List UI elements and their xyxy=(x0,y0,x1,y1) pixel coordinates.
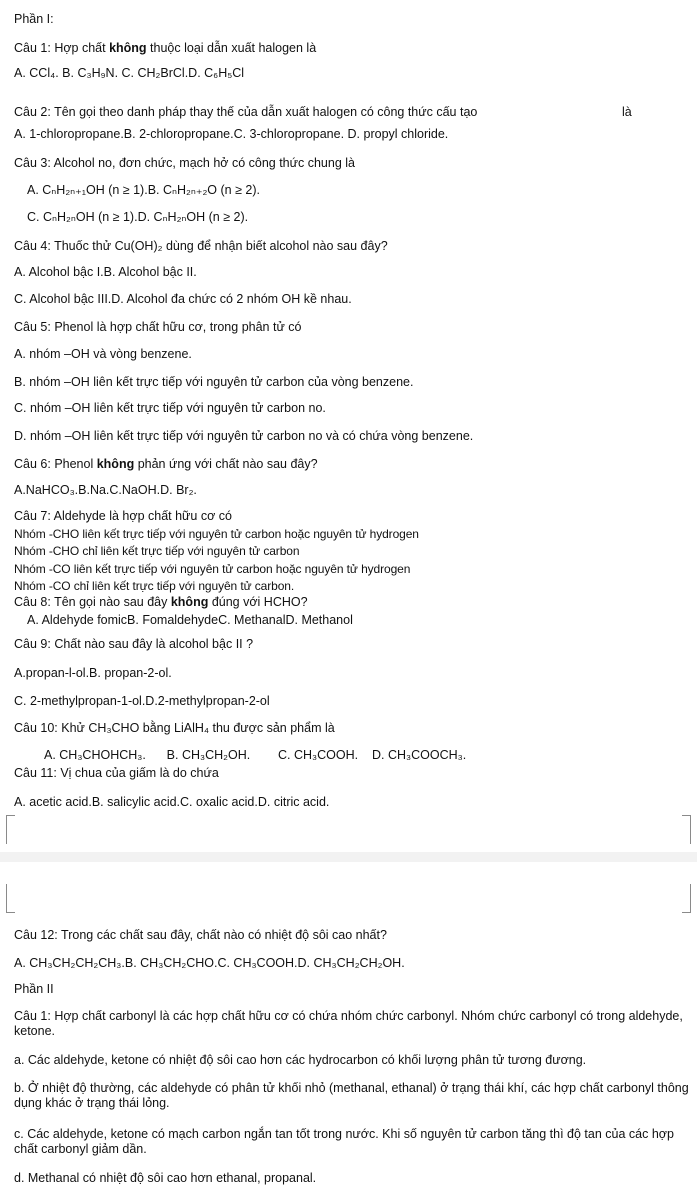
q9-text: Chất nào sau đây là alcohol bậc II ? xyxy=(50,637,254,651)
q5-text: Phenol là hợp chất hữu cơ, trong phân tử có xyxy=(50,320,302,334)
q6-text-a: Phenol xyxy=(50,457,97,471)
q6-text-b: phản ứng với chất nào sau đây? xyxy=(134,457,318,471)
q10-question xyxy=(14,721,689,736)
p2-q1-question xyxy=(14,1009,689,1039)
q10-label: Câu 10: xyxy=(14,721,58,735)
q1-question xyxy=(14,41,689,56)
q8-question xyxy=(14,595,689,610)
q12-question xyxy=(14,928,689,943)
q1-bold: không xyxy=(109,41,147,55)
q4-options-row2: C. Alcohol bậc III.D. Alcohol đa chức có 2 nhóm OH kề nhau. xyxy=(14,292,352,306)
p2-q1-statement-c: c. Các aldehyde, ketone có mạch carbon ngắn tan tốt trong nước. Khi số nguyên tử carbon tăng thì độ tan của các hợp chất carbonyl giảm dần. xyxy=(14,1127,674,1156)
page-corner-mark xyxy=(6,884,15,913)
page-corner-mark xyxy=(682,884,691,913)
q6-options: A.NaHCO₃.B.Na.C.NaOH.D. Br₂. xyxy=(14,483,197,497)
q4-text: Thuốc thử Cu(OH)₂ dùng để nhận biết alcohol nào sau đây? xyxy=(50,239,388,253)
q9-options-row1: A.propan-l-ol.B. propan-2-ol. xyxy=(14,666,172,680)
p2-q1-statement-b: b. Ở nhiệt độ thường, các aldehyde có phân tử khối nhỏ (methanal, ethanal) ở trạng thái khí, các hợp chất carbonyl thông dụng khác ở trạng thái lỏng. xyxy=(14,1081,689,1110)
q5-option-b: B. nhóm –OH liên kết trực tiếp với nguyên tử carbon của vòng benzene. xyxy=(14,375,414,389)
q3-label: Câu 3: xyxy=(14,156,51,170)
q2-text: Tên gọi theo danh pháp thay thế của dẫn xuất halogen có công thức cấu tạo xyxy=(50,105,478,119)
q11-question xyxy=(14,766,689,781)
q2-tail: là xyxy=(622,105,632,119)
q7-text: Aldehyde là hợp chất hữu cơ có xyxy=(50,509,232,523)
q6-label: Câu 6: xyxy=(14,457,51,471)
q5-option-d: D. nhóm –OH liên kết trực tiếp với nguyên tử carbon no và có chứa vòng benzene. xyxy=(14,429,474,443)
q8-options: A. Aldehyde fomicB. FomaldehydeC. MethanalD. Methanol xyxy=(27,613,353,627)
q8-text-b: đúng với HCHO? xyxy=(208,595,308,609)
q10-options: A. CH₃CHOHCH₃. B. CH₃CH₂OH. C. CH₃COOH. D. CH₃COOCH₃. xyxy=(44,748,467,762)
part2-title: Phần II xyxy=(14,982,54,996)
q3-text: Alcohol no, đơn chức, mạch hở có công thức chung là xyxy=(50,156,355,170)
q3-options-row2: C. CₙH₂ₙOH (n ≥ 1).D. CₙH₂ₙOH (n ≥ 2). xyxy=(27,210,249,224)
q7-option-a: Nhóm -CHO liên kết trực tiếp với nguyên tử carbon hoặc nguyên tử hydrogen xyxy=(14,527,419,541)
q1-text-a: Hợp chất xyxy=(50,41,110,55)
q4-label: Câu 4: xyxy=(14,239,51,253)
p2-q1-statement-a: a. Các aldehyde, ketone có nhiệt độ sôi cao hơn các hydrocarbon có khối lượng phân tử tương đương. xyxy=(14,1053,587,1067)
q3-options-row1: A. CₙH₂ₙ₊₁OH (n ≥ 1).B. CₙH₂ₙ₊₂O (n ≥ 2). xyxy=(27,183,261,197)
q11-label: Câu 11: xyxy=(14,766,57,780)
q5-option-a: A. nhóm –OH và vòng benzene. xyxy=(14,347,192,361)
q7-label: Câu 7: xyxy=(14,509,51,523)
q5-option-c: C. nhóm –OH liên kết trực tiếp với nguyên tử carbon no. xyxy=(14,401,326,415)
q12-text: Trong các chất sau đây, chất nào có nhiệt độ sôi cao nhất? xyxy=(57,928,387,942)
q4-question xyxy=(14,239,689,254)
p2-q1-text: Hợp chất carbonyl là các hợp chất hữu cơ có chứa nhóm chức carbonyl. Nhóm chức carbonyl có trong aldehyde, ketone. xyxy=(14,1009,683,1038)
q4-options-row1: A. Alcohol bậc I.B. Alcohol bậc II. xyxy=(14,265,197,279)
q1-label: Câu 1: xyxy=(14,41,51,55)
p2-q1-label: Câu 1: xyxy=(14,1009,51,1023)
q9-question xyxy=(14,637,689,652)
q9-label: Câu 9: xyxy=(14,637,51,651)
q10-text: Khử CH₃CHO bằng LiAlH₄ thu được sản phẩm là xyxy=(57,721,335,735)
q7-option-b: Nhóm -CHO chỉ liên kết trực tiếp với nguyên tử carbon xyxy=(14,544,300,558)
page-corner-mark xyxy=(6,815,15,844)
q2-label: Câu 2: xyxy=(14,105,51,119)
q2-options: A. 1-chloropropane.B. 2-chloropropane.C. 3-chloropropane. D. propyl chloride. xyxy=(14,127,449,141)
q8-text-a: Tên gọi nào sau đây xyxy=(50,595,171,609)
page-break-divider xyxy=(0,852,697,862)
q8-label: Câu 8: xyxy=(14,595,51,609)
part1-title: Phần I: xyxy=(14,12,54,26)
q12-label: Câu 12: xyxy=(14,928,58,942)
q11-options: A. acetic acid.B. salicylic acid.C. oxalic acid.D. citric acid. xyxy=(14,795,330,809)
q6-question xyxy=(14,457,689,472)
q2-question xyxy=(14,105,689,120)
q12-options: A. CH₃CH₂CH₂CH₃.B. CH₃CH₂CHO.C. CH₃COOH.D. CH₃CH₂CH₂OH. xyxy=(14,956,405,970)
q5-question xyxy=(14,320,689,335)
p2-q1-statement-d: d. Methanal có nhiệt độ sôi cao hơn ethanal, propanal. xyxy=(14,1171,317,1185)
q7-option-d: Nhóm -CO chỉ liên kết trực tiếp với nguyên tử carbon. xyxy=(14,579,295,593)
q11-text: Vị chua của giấm là do chứa xyxy=(56,766,219,780)
q1-text-b: thuộc loại dẫn xuất halogen là xyxy=(146,41,317,55)
q1-options: A. CCl₄. B. C₃H₉N. C. CH₂BrCl.D. C₆H₅Cl xyxy=(14,66,245,80)
q6-bold: không xyxy=(96,457,135,471)
q7-question xyxy=(14,509,689,524)
page-corner-mark xyxy=(682,815,691,844)
q3-question xyxy=(14,156,689,171)
q9-options-row2: C. 2-methylpropan-1-ol.D.2-methylpropan-2-ol xyxy=(14,694,270,708)
q7-option-c: Nhóm -CO liên kết trực tiếp với nguyên tử carbon hoặc nguyên tử hydrogen xyxy=(14,562,411,576)
q5-label: Câu 5: xyxy=(14,320,51,334)
q8-bold: không xyxy=(170,595,209,609)
